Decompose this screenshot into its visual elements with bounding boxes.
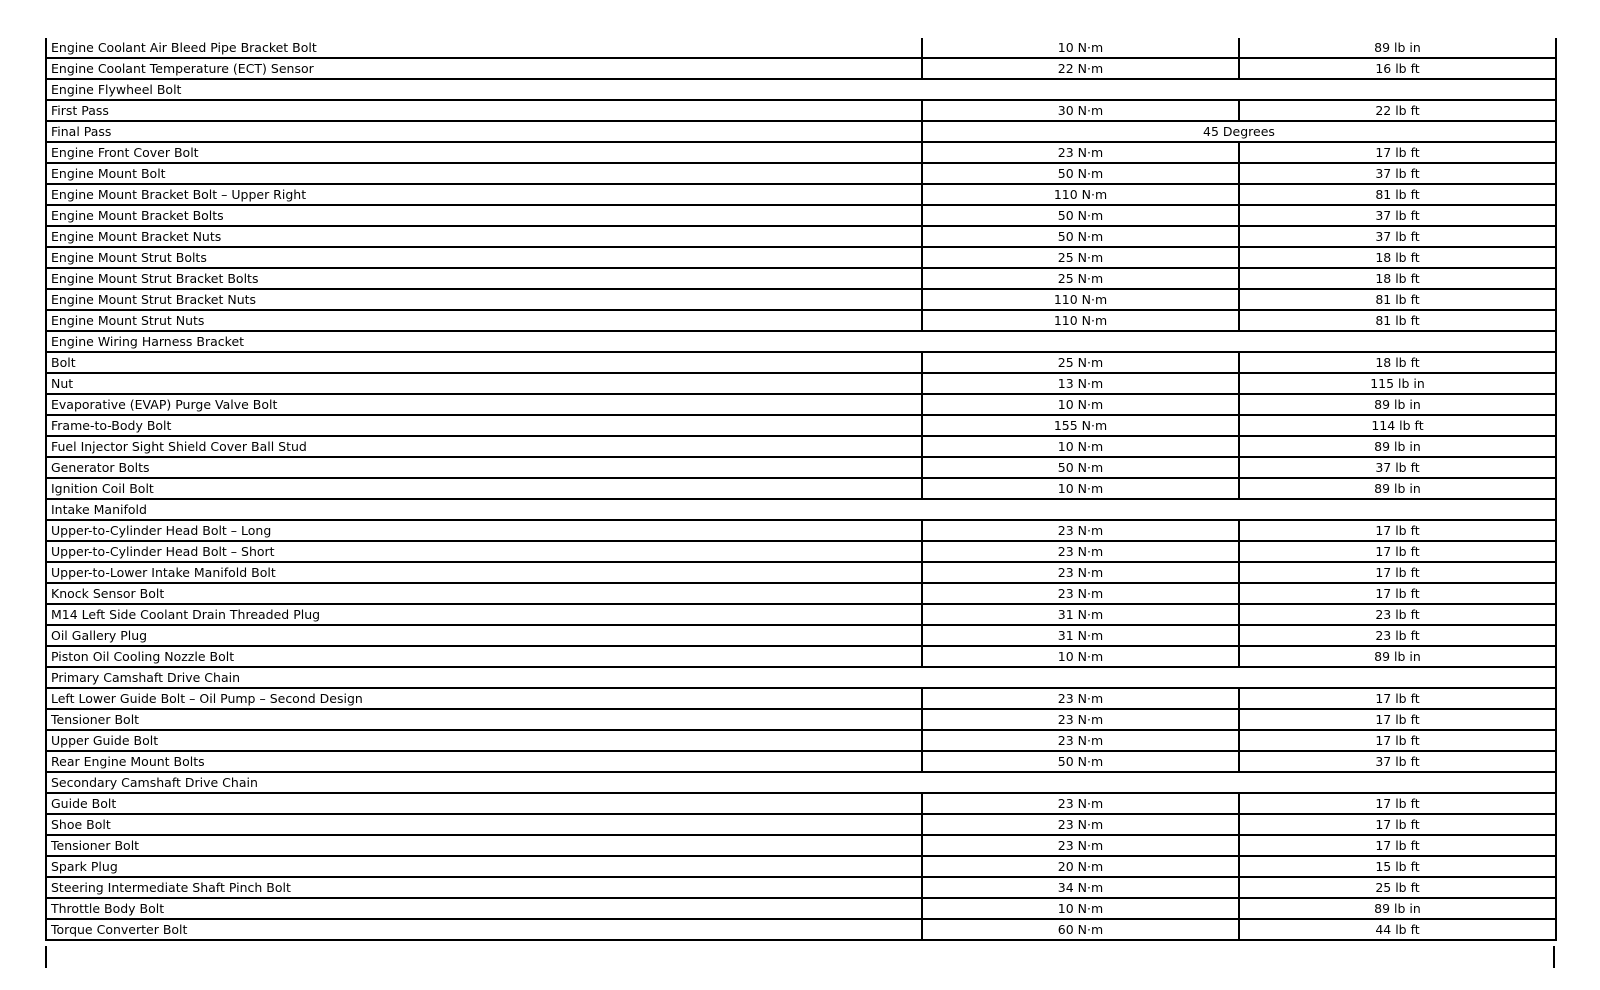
english-value-cell: 23 lb ft: [1239, 625, 1556, 646]
component-name-cell: Piston Oil Cooling Nozzle Bolt: [46, 646, 922, 667]
torque-spec-table-body: [46, 38, 1556, 940]
english-value-cell: 17 lb ft: [1239, 709, 1556, 730]
english-value-cell: 17 lb ft: [1239, 793, 1556, 814]
component-name-cell: Upper-to-Lower Intake Manifold Bolt: [46, 562, 922, 583]
component-name-cell: Tensioner Bolt: [46, 835, 922, 856]
component-name-cell: Engine Mount Bracket Bolts: [46, 205, 922, 226]
metric-value-cell: 10 N·m: [922, 646, 1239, 667]
metric-value-cell: 20 N·m: [922, 856, 1239, 877]
english-value-cell: 37 lb ft: [1239, 163, 1556, 184]
english-value-cell: 17 lb ft: [1239, 520, 1556, 541]
component-name-cell: Rear Engine Mount Bolts: [46, 751, 922, 772]
metric-value-cell: 50 N·m: [922, 751, 1239, 772]
table-row: [46, 478, 1556, 499]
component-name-cell: Engine Mount Strut Bracket Bolts: [46, 268, 922, 289]
metric-value-cell: 34 N·m: [922, 877, 1239, 898]
table-row: [46, 163, 1556, 184]
metric-value-cell: 23 N·m: [922, 541, 1239, 562]
component-name-cell: Evaporative (EVAP) Purge Valve Bolt: [46, 394, 922, 415]
metric-value-cell: 155 N·m: [922, 415, 1239, 436]
component-name-cell: Engine Mount Bracket Nuts: [46, 226, 922, 247]
component-name-cell: Upper-to-Cylinder Head Bolt – Short: [46, 541, 922, 562]
english-value-cell: 37 lb ft: [1239, 751, 1556, 772]
table-bottom-edge: [45, 946, 1555, 968]
component-name-cell: Engine Coolant Temperature (ECT) Sensor: [46, 58, 922, 79]
component-name-cell: First Pass: [46, 100, 922, 121]
metric-value-cell: 50 N·m: [922, 457, 1239, 478]
metric-value-cell: 110 N·m: [922, 289, 1239, 310]
english-value-cell: 17 lb ft: [1239, 835, 1556, 856]
metric-value-cell: 50 N·m: [922, 163, 1239, 184]
component-name-cell: Frame-to-Body Bolt: [46, 415, 922, 436]
table-row: [46, 310, 1556, 331]
metric-value-cell: 10 N·m: [922, 436, 1239, 457]
english-value-cell: 81 lb ft: [1239, 289, 1556, 310]
component-name-cell: Engine Mount Strut Bracket Nuts: [46, 289, 922, 310]
component-name-cell: Tensioner Bolt: [46, 709, 922, 730]
english-value-cell: 25 lb ft: [1239, 877, 1556, 898]
metric-value-cell: 25 N·m: [922, 268, 1239, 289]
component-name-cell: Final Pass: [46, 121, 922, 142]
english-value-cell: 37 lb ft: [1239, 226, 1556, 247]
section-heading-row: [46, 667, 1556, 688]
section-heading-row: [46, 331, 1556, 352]
table-row: [46, 121, 1556, 142]
component-name-cell: M14 Left Side Coolant Drain Threaded Plug: [46, 604, 922, 625]
component-name-cell: Engine Coolant Air Bleed Pipe Bracket Bolt: [46, 38, 922, 58]
component-name-cell: Steering Intermediate Shaft Pinch Bolt: [46, 877, 922, 898]
table-row: [46, 751, 1556, 772]
english-value-cell: 37 lb ft: [1239, 205, 1556, 226]
section-heading-row: [46, 772, 1556, 793]
component-name-cell: Ignition Coil Bolt: [46, 478, 922, 499]
metric-value-cell: 10 N·m: [922, 394, 1239, 415]
metric-value-cell: 31 N·m: [922, 625, 1239, 646]
metric-value-cell: 50 N·m: [922, 226, 1239, 247]
metric-value-cell: 10 N·m: [922, 478, 1239, 499]
table-row: [46, 226, 1556, 247]
table-row: [46, 562, 1556, 583]
english-value-cell: 44 lb ft: [1239, 919, 1556, 940]
metric-value-cell: 23 N·m: [922, 814, 1239, 835]
table-row: [46, 814, 1556, 835]
metric-value-cell: 23 N·m: [922, 520, 1239, 541]
table-row: [46, 184, 1556, 205]
section-heading-row: [46, 79, 1556, 100]
table-row: [46, 604, 1556, 625]
english-value-cell: 37 lb ft: [1239, 457, 1556, 478]
table-row: [46, 856, 1556, 877]
metric-value-cell: 30 N·m: [922, 100, 1239, 121]
table-row: [46, 541, 1556, 562]
english-value-cell: 18 lb ft: [1239, 352, 1556, 373]
metric-value-cell: 60 N·m: [922, 919, 1239, 940]
table-row: [46, 583, 1556, 604]
table-row: [46, 688, 1556, 709]
table-row: [46, 898, 1556, 919]
table-row: [46, 289, 1556, 310]
metric-value-cell: 22 N·m: [922, 58, 1239, 79]
english-value-cell: 16 lb ft: [1239, 58, 1556, 79]
table-row: [46, 100, 1556, 121]
metric-value-cell: 13 N·m: [922, 373, 1239, 394]
section-heading-row: [46, 499, 1556, 520]
component-name-cell: Engine Mount Bolt: [46, 163, 922, 184]
metric-value-cell: 23 N·m: [922, 793, 1239, 814]
table-row: [46, 436, 1556, 457]
english-value-cell: 89 lb in: [1239, 38, 1556, 58]
component-name-cell: Engine Mount Strut Nuts: [46, 310, 922, 331]
table-row: [46, 457, 1556, 478]
metric-value-cell: 23 N·m: [922, 583, 1239, 604]
component-name-cell: Spark Plug: [46, 856, 922, 877]
metric-value-cell: 110 N·m: [922, 184, 1239, 205]
component-name-cell: Nut: [46, 373, 922, 394]
english-value-cell: 15 lb ft: [1239, 856, 1556, 877]
component-name-cell: Upper-to-Cylinder Head Bolt – Long: [46, 520, 922, 541]
english-value-cell: 17 lb ft: [1239, 814, 1556, 835]
table-row: [46, 247, 1556, 268]
table-row: [46, 730, 1556, 751]
metric-value-cell: 50 N·m: [922, 205, 1239, 226]
component-name-cell: Bolt: [46, 352, 922, 373]
spec-value-cell: 45 Degrees: [922, 121, 1556, 142]
metric-value-cell: 10 N·m: [922, 898, 1239, 919]
section-heading: Primary Camshaft Drive Chain: [46, 667, 1556, 688]
table-row: [46, 709, 1556, 730]
metric-value-cell: 25 N·m: [922, 247, 1239, 268]
english-value-cell: 23 lb ft: [1239, 604, 1556, 625]
component-name-cell: Engine Mount Bracket Bolt – Upper Right: [46, 184, 922, 205]
english-value-cell: 81 lb ft: [1239, 184, 1556, 205]
table-row: [46, 268, 1556, 289]
table-row: [46, 142, 1556, 163]
english-value-cell: 17 lb ft: [1239, 688, 1556, 709]
component-name-cell: Engine Front Cover Bolt: [46, 142, 922, 163]
component-name-cell: Oil Gallery Plug: [46, 625, 922, 646]
english-value-cell: 17 lb ft: [1239, 142, 1556, 163]
english-value-cell: 17 lb ft: [1239, 730, 1556, 751]
english-value-cell: 114 lb ft: [1239, 415, 1556, 436]
english-value-cell: 89 lb in: [1239, 478, 1556, 499]
table-row: [46, 373, 1556, 394]
component-name-cell: Guide Bolt: [46, 793, 922, 814]
english-value-cell: 17 lb ft: [1239, 583, 1556, 604]
component-name-cell: Throttle Body Bolt: [46, 898, 922, 919]
table-row: [46, 919, 1556, 940]
english-value-cell: 115 lb in: [1239, 373, 1556, 394]
english-value-cell: 89 lb in: [1239, 898, 1556, 919]
table-row: [46, 415, 1556, 436]
table-row: [46, 877, 1556, 898]
table-row: [46, 38, 1556, 58]
component-name-cell: Fuel Injector Sight Shield Cover Ball Stud: [46, 436, 922, 457]
english-value-cell: 17 lb ft: [1239, 562, 1556, 583]
metric-value-cell: 23 N·m: [922, 730, 1239, 751]
component-name-cell: Shoe Bolt: [46, 814, 922, 835]
english-value-cell: 22 lb ft: [1239, 100, 1556, 121]
metric-value-cell: 23 N·m: [922, 709, 1239, 730]
table-row: [46, 793, 1556, 814]
section-heading: Engine Wiring Harness Bracket: [46, 331, 1556, 352]
table-row: [46, 835, 1556, 856]
english-value-cell: 81 lb ft: [1239, 310, 1556, 331]
table-row: [46, 625, 1556, 646]
section-heading: Intake Manifold: [46, 499, 1556, 520]
english-value-cell: 89 lb in: [1239, 646, 1556, 667]
component-name-cell: Upper Guide Bolt: [46, 730, 922, 751]
metric-value-cell: 25 N·m: [922, 352, 1239, 373]
table-row: [46, 394, 1556, 415]
table-row: [46, 520, 1556, 541]
table-row: [46, 646, 1556, 667]
table-row: [46, 352, 1556, 373]
table-row: [46, 205, 1556, 226]
component-name-cell: Torque Converter Bolt: [46, 919, 922, 940]
metric-value-cell: 23 N·m: [922, 562, 1239, 583]
torque-spec-table: [45, 38, 1557, 941]
metric-value-cell: 10 N·m: [922, 38, 1239, 58]
table-row: [46, 58, 1556, 79]
metric-value-cell: 23 N·m: [922, 835, 1239, 856]
metric-value-cell: 31 N·m: [922, 604, 1239, 625]
component-name-cell: Knock Sensor Bolt: [46, 583, 922, 604]
metric-value-cell: 110 N·m: [922, 310, 1239, 331]
metric-value-cell: 23 N·m: [922, 688, 1239, 709]
metric-value-cell: 23 N·m: [922, 142, 1239, 163]
component-name-cell: Generator Bolts: [46, 457, 922, 478]
section-heading: Engine Flywheel Bolt: [46, 79, 1556, 100]
english-value-cell: 18 lb ft: [1239, 268, 1556, 289]
english-value-cell: 89 lb in: [1239, 394, 1556, 415]
english-value-cell: 18 lb ft: [1239, 247, 1556, 268]
english-value-cell: 17 lb ft: [1239, 541, 1556, 562]
component-name-cell: Left Lower Guide Bolt – Oil Pump – Second Design: [46, 688, 922, 709]
section-heading: Secondary Camshaft Drive Chain: [46, 772, 1556, 793]
english-value-cell: 89 lb in: [1239, 436, 1556, 457]
component-name-cell: Engine Mount Strut Bolts: [46, 247, 922, 268]
